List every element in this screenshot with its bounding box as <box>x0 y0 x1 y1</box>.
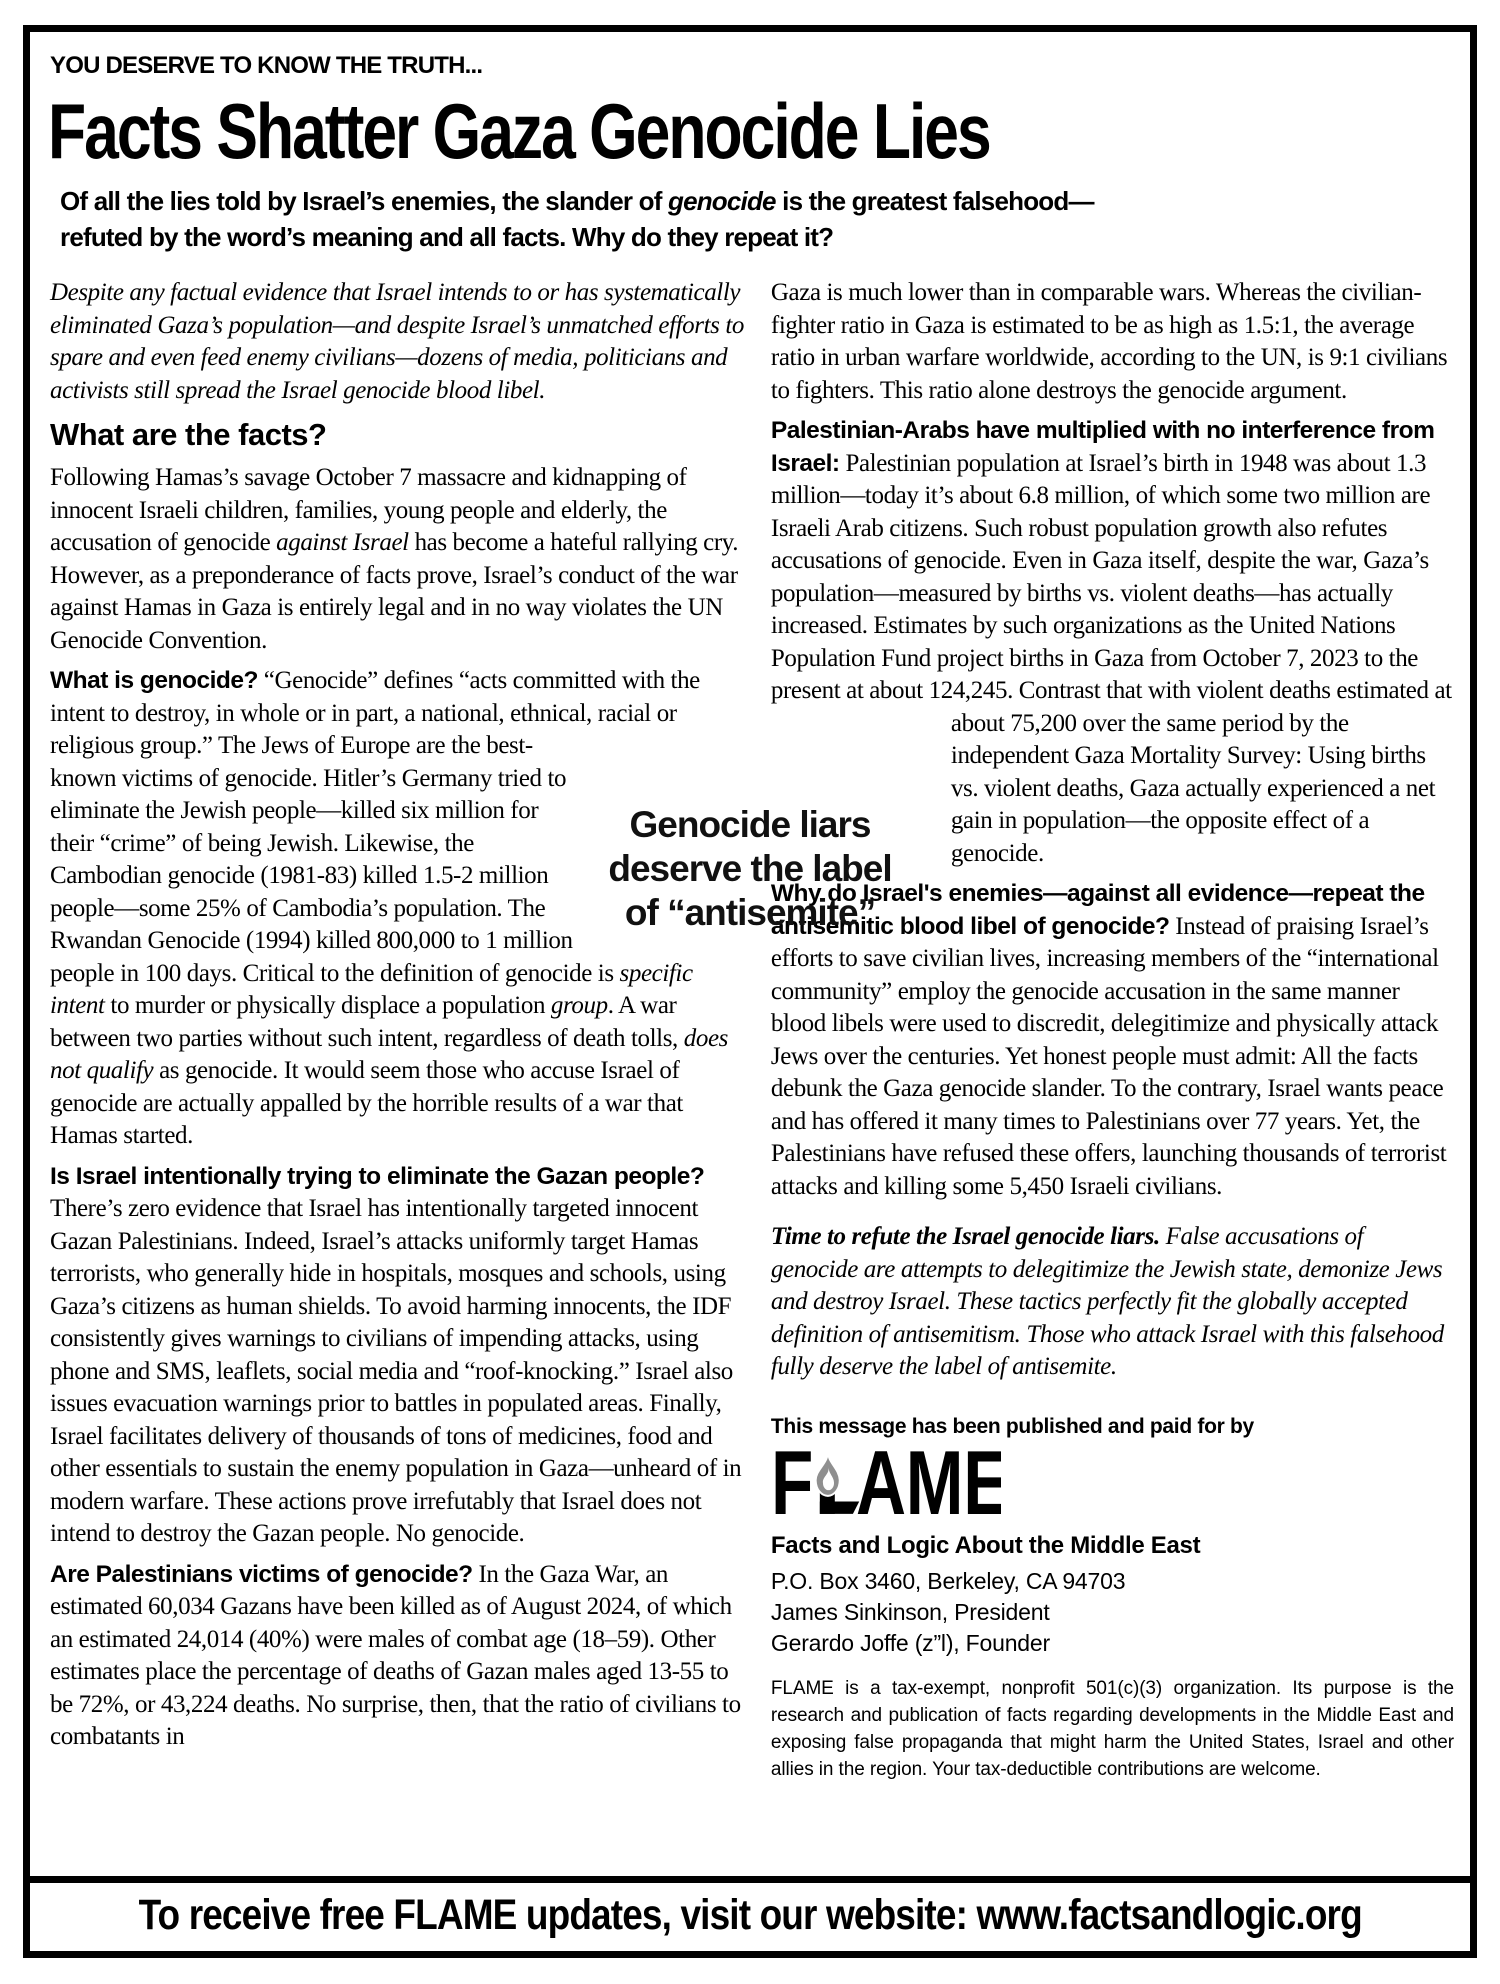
paragraph-text: In the Gaza War, an estimated 60,034 Gazans have been killed as of August 2024, of which an estimated 24,014 (40%) were males of combat age (18–59). Other estimates place the percentage of deaths of Gazan males aged 13-55 to be 72%, or 43,224 deaths. No surprise, then, that the ratio of civilians to combatants in <box>50 1560 741 1750</box>
pull-quote-line: deserve the label <box>608 848 892 889</box>
subtitle-text-a: Of all the lies told by Israel’s enemies, the slander of <box>60 186 668 216</box>
paragraph-text: as genocide. It would seem those who accuse Israel of genocide are actually appalled by the horrible results of a war that Hamas started. <box>50 1057 683 1149</box>
org-founder: Gerardo Joffe (z”l), Founder <box>770 1629 1050 1656</box>
page-title: Facts Shatter Gaza Genocide Lies <box>48 87 990 175</box>
subtitle <box>60 183 1170 255</box>
logo-letters-ame: AME <box>855 1449 1001 1518</box>
flame-logo <box>771 1450 1454 1518</box>
pull-quote-line: of “antisemite” <box>624 892 876 933</box>
flame-icon <box>816 1450 840 1496</box>
two-column-body <box>46 277 1454 1783</box>
kicker: YOU DESERVE TO KNOW THE TRUTH... <box>50 52 483 79</box>
subtitle-text-b: is the greatest falsehood—refuted by the word’s meaning and all facts. Why do they repeat it? <box>60 186 1094 252</box>
fine-print: FLAME is a tax-exempt, nonprofit 501(c)(3) organization. Its purpose is the research and publication of facts regarding developments in the Middle East and exposing false propaganda that might harm the United States, Israel and other allies in the region. Your tax-deductible contributions are welcome. <box>770 1677 1454 1780</box>
paragraph-is-israel-eliminating <box>50 1161 751 1551</box>
subtitle-text-italic: genocide <box>667 186 776 216</box>
paragraph-are-palestinians-victims <box>50 1559 751 1754</box>
paragraph-lead-in: Why do Israel's enemies—against all evidence—repeat the antisemitic blood libel of genocide? <box>770 880 1425 940</box>
paragraph-text-italic: False accusations of genocide are attempts to delegitimize the Jewish state, demonize Jews and destroy Israel. These tactics perfectly fit the globally accepted definition of antisemitism. Those who attack Israel with this falsehood fully deserve the label of antisemite. <box>770 1223 1444 1380</box>
paragraph-lead-in: Are Palestinians victims of genocide? <box>50 1560 473 1588</box>
org-name: Facts and Logic About the Middle East <box>770 1531 1201 1559</box>
column-right <box>771 277 1454 1783</box>
paragraph-text: Following Hamas’s savage October 7 massacre and kidnapping of innocent Israeli children, families, young people and elderly, the accusation of genocide <box>50 464 687 556</box>
paragraph-text: There’s zero evidence that Israel has intentionally targeted innocent Gazan Palestinians. Indeed, Israel’s attacks uniformly target Hamas terrorists, who generally hide in hospitals, mosques and schools, using Gaza’s citizens as human shields. To avoid harming innocents, the IDF consistently gives warnings to civilians of impending attacks, using phone and SMS, leaflets, social media and “roof-knocking.” Israel also issues evacuation warnings prior to battles in populated areas. Finally, Israel facilitates delivery of thousands of tons of medicines, food and other essentials to sustain the enemy population in Gaza—unheard of in modern warfare. These actions prove irrefutably that Israel does not intend to destroy the Gazan people. No genocide. <box>50 1195 742 1547</box>
paragraph-text: racial or religious group.” The Jews of Europe are the best-known victims of genocide. Hitler’s Germany tried to eliminate the Jewish people—killed six million for their “crime” of being Jewish. Likewise, the Cambodian genocide (1981-83) killed 1.5-2 million people—some 25% of Cambodia’s population. The Rwandan Genocide (1994) killed 800,000 to 1 million people in 100 days. Critical to the definition of genocide is <box>50 699 677 987</box>
paragraph-text: at about 75,200 over the same period by the independent Gaza Mortality Survey: Using births vs. violent deaths, Gaza actually experienced a net gain in population—the opposite effect of a genocide. <box>950 677 1452 867</box>
heading-what-are-the-facts: What are the facts? <box>50 417 327 452</box>
paragraph-text: Palestinian population at Israel’s birth in 1948 was about 1.3 million—today it’s about 6.8 million, of which some two million are Israeli Arab citizens. Such robust population growth also refutes accusations of genocide. Even in Gaza itself, despite the war, Gaza’s population—measured by births vs. violent deaths—has actually increased. Estimates by such organizations as the United Nations Population Fund project births in Gaza from October 7, 2023 to the present at about 124,245. Contrast that with violent deaths estimated <box>770 449 1435 704</box>
logo-letter-l-foot <box>820 1501 859 1513</box>
paragraph-palestinian-arabs <box>771 415 1454 870</box>
paragraph-text: to murder or physically displace a population <box>104 992 551 1019</box>
pull-quote-line: Genocide liars <box>629 804 871 845</box>
paragraph-text-italic: group <box>550 992 608 1019</box>
logo-letter-f: F <box>770 1449 813 1518</box>
paragraph-text-italic: specific intent <box>50 959 693 1019</box>
paragraph-following-hamas <box>50 462 751 657</box>
flame-logo-graphic <box>771 1450 1001 1518</box>
column-left <box>50 277 751 1783</box>
paragraph-text: Instead of praising Israel’s efforts to save civilian lives, increasing members of the “international community” employ the genocide accusation in the same manner blood libels were used to discredit, delegitimize and physically attack Jews over the centuries. Yet honest people must admit: All the facts debunk the Gaza genocide slander. To the contrary, Israel wants peace and has offered it many times to Palestinians over 77 years. Yet, the Palestinians have refused these offers, launching thousands of terrorist attacks and killing some 5,450 Israeli civilians. <box>770 912 1447 1200</box>
paragraph-lead-in: What is genocide? <box>50 667 258 694</box>
paragraph-text: “Genocide” defines “acts committed with the intent to destroy, in whole or in part, a national, ethnical, <box>50 667 700 727</box>
org-address: P.O. Box 3460, Berkeley, CA 94703 <box>770 1567 1126 1594</box>
page-border-frame <box>23 25 1477 1958</box>
org-president: James Sinkinson, President <box>770 1598 1050 1625</box>
headline-wrap <box>46 78 1454 175</box>
paragraph-text-italic: does not qualify <box>50 1024 728 1084</box>
published-paid-line: This message has been published and paid for by <box>770 1414 1254 1438</box>
paragraph-lead-in-italic: Time to refute the Israel genocide liars. <box>770 1223 1160 1250</box>
paragraph-time-to-refute <box>771 1221 1454 1384</box>
paragraph-lead-in: Palestinian-Arabs have multiplied with no interference from Israel: <box>770 417 1435 477</box>
paragraph-text: has become a hateful rallying cry. However, as a preponderance of facts prove, Israel’s conduct of the war against Hamas in Gaza is entirely legal and in no way violates the UN Genocide Convention. <box>50 529 739 654</box>
footer-banner-text: To receive free FLAME updates, visit our website: www.factsandlogic.org <box>138 1890 1362 1939</box>
paragraph-text: . A war between two parties without such intent, regardless of death tolls, <box>50 992 684 1052</box>
pull-quote <box>560 803 940 935</box>
paragraph-text-italic: against Israel <box>276 529 409 556</box>
footer-banner <box>30 1876 1470 1951</box>
intro-paragraph: Despite any factual evidence that Israel intends to or has systematically eliminated Gaza’s population—and despite Israel’s unmatched efforts to spare and even feed enemy civilians—dozens of media, politicians and activists still spread the Israel genocide blood libel. <box>50 279 744 404</box>
paragraph-lead-in: Is Israel intentionally trying to eliminate the Gazan people? <box>50 1162 705 1190</box>
paragraph-continuation-ratio: Gaza is much lower than in comparable wars. Whereas the civilian-fighter ratio in Gaza is estimated to be as high as 1.5:1, the average ratio in urban warfare worldwide, according to the UN, is 9:1 civilians to fighters. This ratio alone destroys the genocide argument. <box>770 279 1448 404</box>
